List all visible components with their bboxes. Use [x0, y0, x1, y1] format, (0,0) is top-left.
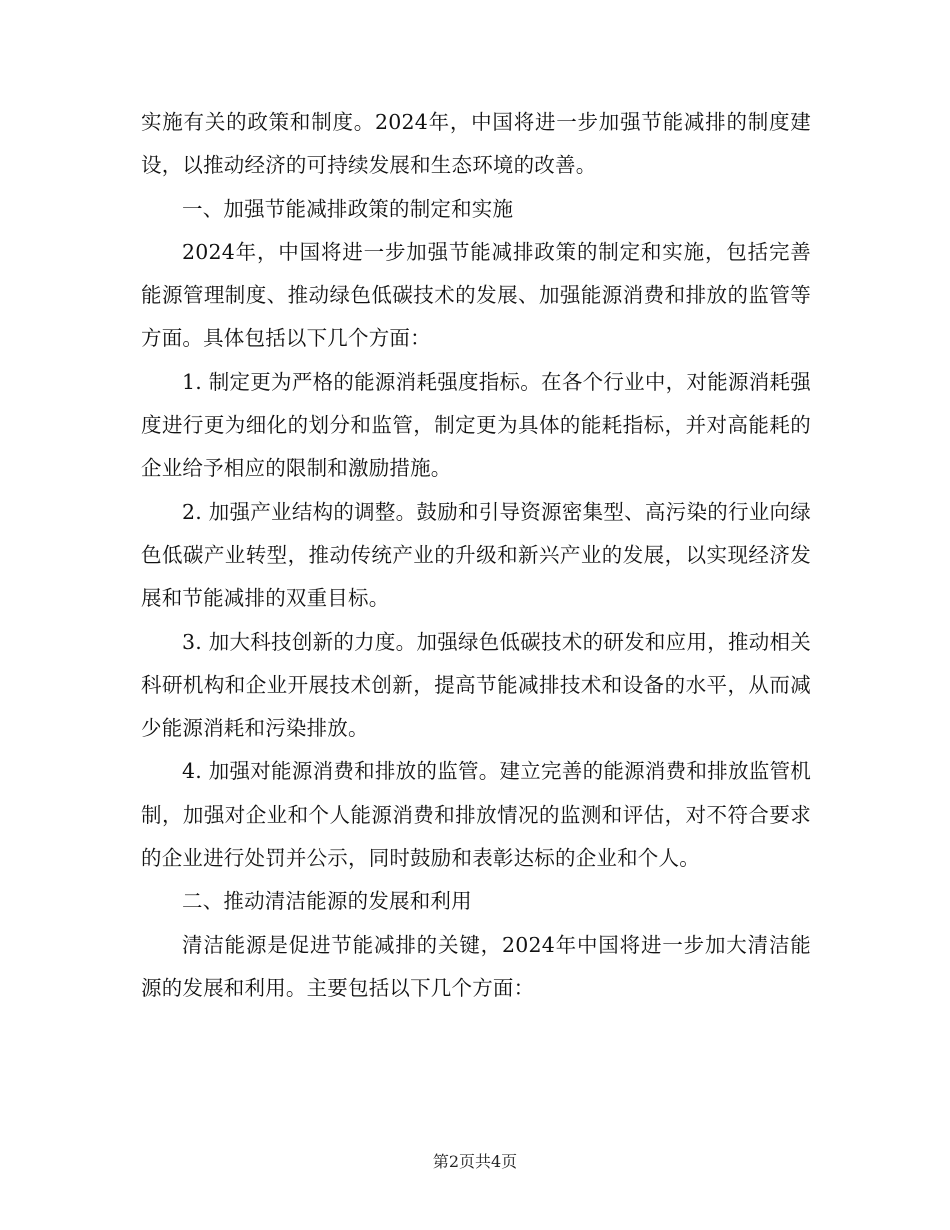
paragraph-policy-intro: 2024年，中国将进一步加强节能减排政策的制定和实施，包括完善能源管理制度、推动绿色低碳技术的发展、加强能源消费和排放的监管等方面。具体包括以下几个方面： — [141, 239, 811, 351]
paragraph-item-4: 4. 加强对能源消费和排放的监管。建立完善的能源消费和排放监管机制，加强对企业和个人能源消费和排放情况的监测和评估，对不符合要求的企业进行处罚并公示，同时鼓励和表彰达标的企业和个人。 — [141, 759, 811, 871]
page-number-footer: 第2页共4页 — [432, 1152, 518, 1171]
section-heading-2: 二、推动清洁能源的发展和利用 — [182, 889, 472, 914]
section-heading-1: 一、加强节能减排政策的制定和实施 — [182, 196, 514, 221]
paragraph-clean-energy-intro: 清洁能源是促进节能减排的关键，2024年中国将进一步加大清洁能源的发展和利用。主要包括以下几个方面： — [141, 932, 811, 1000]
paragraph-item-1: 1. 制定更为严格的能源消耗强度指标。在各个行业中，对能源消耗强度进行更为细化的划分和监管，制定更为具体的能耗指标，并对高能耗的企业给予相应的限制和激励措施。 — [141, 369, 811, 481]
paragraph-item-3: 3. 加大科技创新的力度。加强绿色低碳技术的研发和应用，推动相关科研机构和企业开展技术创新，提高节能减排技术和设备的水平，从而减少能源消耗和污染排放。 — [141, 629, 811, 741]
paragraph-item-2: 2. 加强产业结构的调整。鼓励和引导资源密集型、高污染的行业向绿色低碳产业转型，推动传统产业的升级和新兴产业的发展，以实现经济发展和节能减排的双重目标。 — [141, 499, 811, 611]
document-body — [141, 101, 811, 1010]
paragraph-continuation: 实施有关的政策和制度。2024年，中国将进一步加强节能减排的制度建设，以推动经济的可持续发展和生态环境的改善。 — [141, 110, 811, 178]
